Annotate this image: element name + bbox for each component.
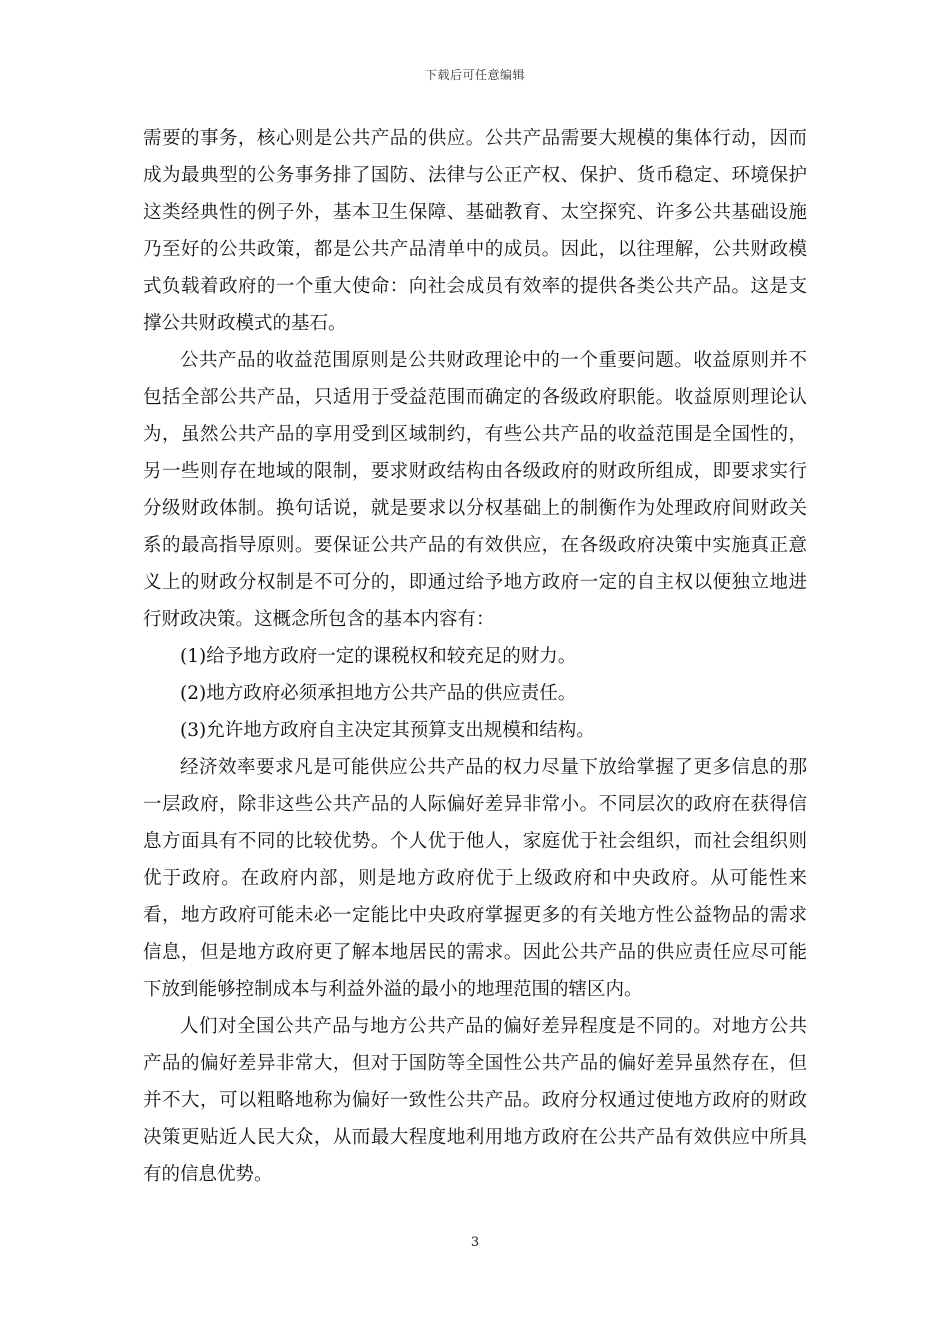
paragraph-1: 需要的事务，核心则是公共产品的供应。公共产品需要大规模的集体行动，因而成为最典型的公务事务排了国防、法律与公正产权、保护、货币稳定、环境保护这类经典性的例子外，基本卫生保障、基础教育、太空探究、许多公共基础设施乃至好的公共政策，都是公共产品清单中的成员。因此，以往理解，公共财政模式负载着政府的一个重大使命：向社会成员有效率的提供各类公共产品。这是支撑公共财政模式的基石。 (143, 128, 807, 334)
paragraph-2: 公共产品的收益范围原则是公共财政理论中的一个重要问题。收益原则并不包括全部公共产品，只适用于受益范围而确定的各级政府职能。收益原则理论认为，虽然公共产品的享用受到区域制约，有些公共产品的收益范围是全国性的，另一些则存在地域的限制，要求财政结构由各级政府的财政所组成，即要求实行分级财政体制。换句话说，就是要求以分权基础上的制衡作为处理政府间财政关系的最高指导原则。要保证公共产品的有效供应，在各级政府决策中实施真正意义上的财政分权制是不可分的，即通过给予地方政府一定的自主权以便独立地进行财政决策。这概念所包含的基本内容有： (143, 350, 807, 630)
list-item-1: (1)给予地方政府一定的课税权和较充足的财力。 (180, 646, 577, 667)
paragraph-4: 人们对全国公共产品与地方公共产品的偏好差异程度是不同的。对地方公共产品的偏好差异非常大，但对于国防等全国性公共产品的偏好差异虽然存在，但并不大，可以粗略地称为偏好一致性公共产品。政府分权通过使地方政府的财政决策更贴近人民大众，从而最大程度地利用地方政府在公共产品有效供应中所具有的信息优势。 (143, 1016, 807, 1185)
list-item-2: (2)地方政府必须承担地方公共产品的供应责任。 (180, 683, 577, 704)
page-number: 3 (470, 1235, 480, 1250)
paragraph-3: 经济效率要求凡是可能供应公共产品的权力尽量下放给掌握了更多信息的那一层政府，除非这些公共产品的人际偏好差异非常小。不同层次的政府在获得信息方面具有不同的比较优势。个人优于他人，家庭优于社会组织，而社会组织则优于政府。在政府内部，则是地方政府优于上级政府和中央政府。从可能性来看，地方政府可能未必一定能比中央政府掌握更多的有关地方性公益物品的需求信息，但是地方政府更了解本地居民的需求。因此公共产品的供应责任应尽可能下放到能够控制成本与利益外溢的最小的地理范围的辖区内。 (143, 757, 807, 1000)
page-header: 下载后可任意编辑 (424, 68, 525, 82)
document-body (143, 120, 807, 1193)
list-item-3: (3)允许地方政府自主决定其预算支出规模和结构。 (180, 720, 595, 741)
